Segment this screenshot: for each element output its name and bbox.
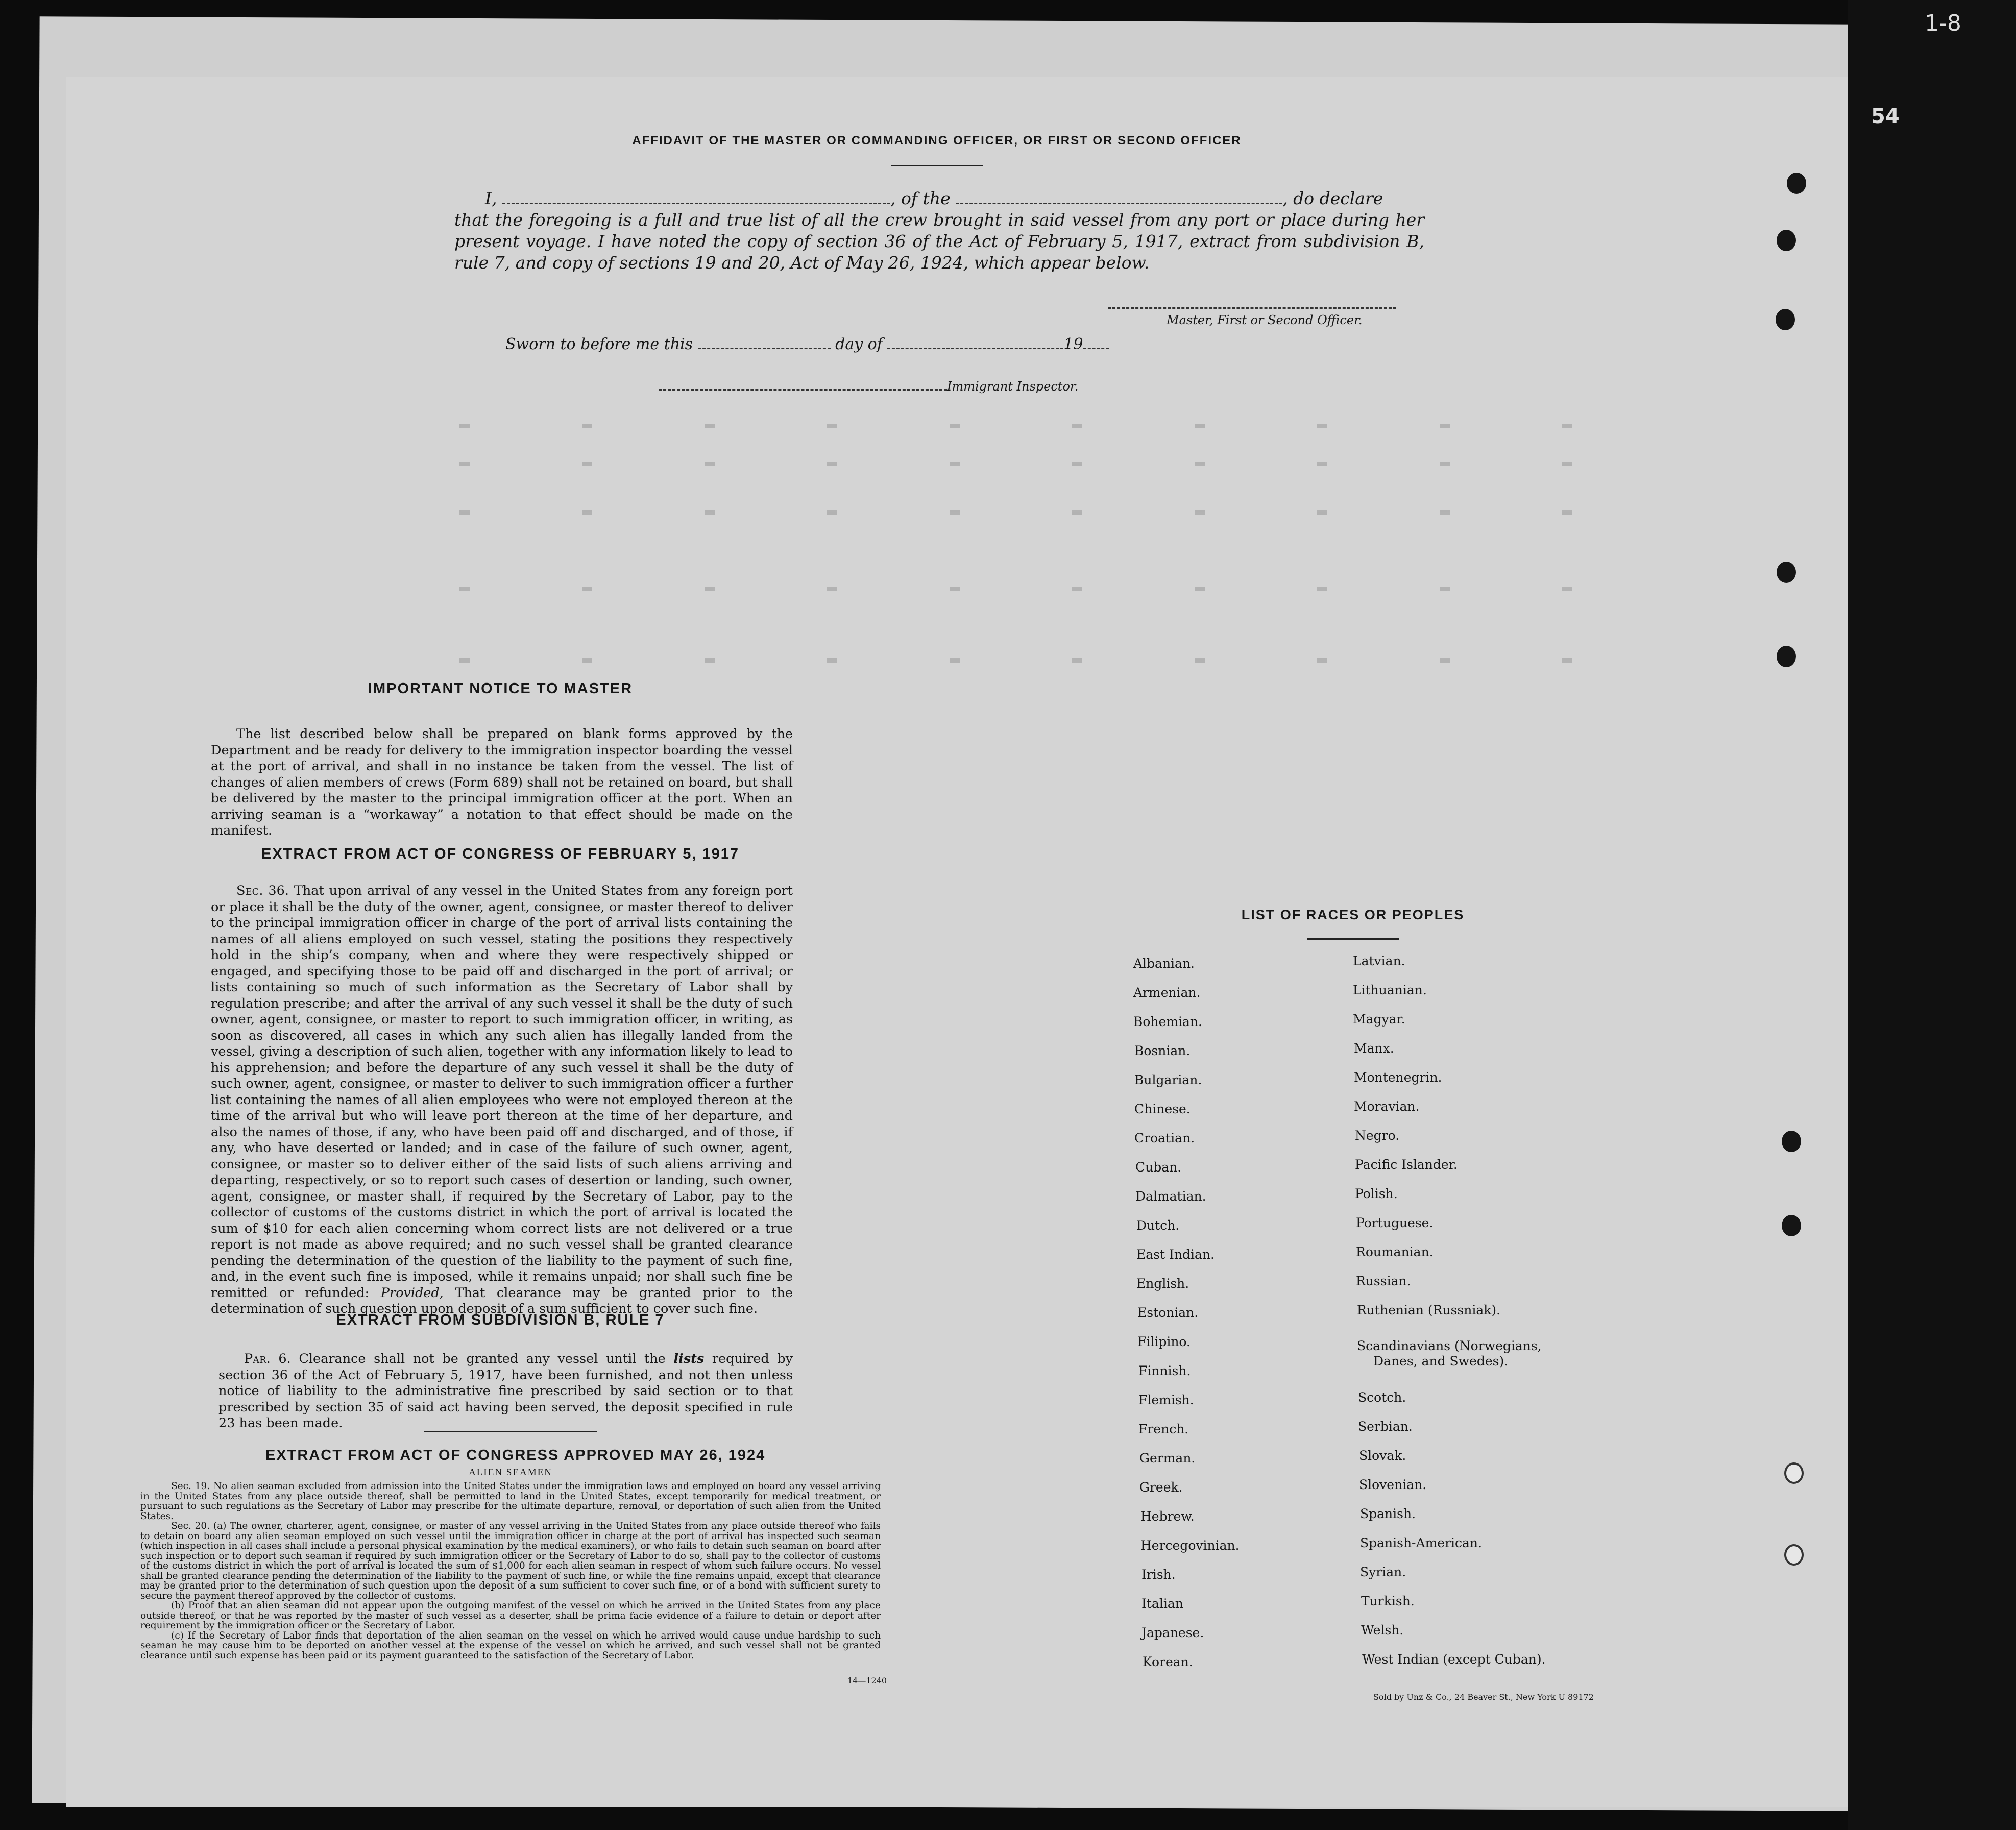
folio-number: 54 bbox=[1871, 105, 1900, 128]
extract-1924-body bbox=[140, 1481, 881, 1661]
race-left: French. bbox=[1138, 1422, 1189, 1436]
bleed-through-row bbox=[459, 510, 1685, 515]
sec20-label: Sec. 20. bbox=[171, 1521, 210, 1531]
race-right: Ruthenian (Russniak). bbox=[1357, 1303, 1501, 1317]
sworn-year-field[interactable] bbox=[1083, 334, 1109, 349]
race-left: Hercegovinian. bbox=[1140, 1538, 1240, 1553]
race-left: Armenian. bbox=[1133, 985, 1201, 1000]
provided-word: Provided, bbox=[380, 1285, 444, 1301]
race-right: Roumanian. bbox=[1356, 1245, 1434, 1259]
affidavit-title: AFFIDAVIT OF THE MASTER OR COMMANDING OFFICER, OR FIRST OR SECOND OFFICER bbox=[632, 134, 1242, 148]
race-right: Danes, and Swedes). bbox=[1373, 1354, 1509, 1369]
race-left: Albanian. bbox=[1133, 956, 1195, 971]
race-left: Bosnian. bbox=[1134, 1043, 1191, 1058]
race-left: Flemish. bbox=[1138, 1393, 1194, 1407]
race-right: Montenegrin. bbox=[1354, 1070, 1442, 1085]
bleed-through-row bbox=[459, 424, 1685, 428]
divider bbox=[891, 165, 983, 166]
alien-seamen-subtitle: ALIEN SEAMEN bbox=[469, 1467, 552, 1478]
scan-margin bbox=[1848, 0, 2016, 1830]
declarant-name-field[interactable] bbox=[502, 189, 890, 204]
notice-body: The list described below shall be prepared on blank forms approved by the Department and be ready for delivery to the immigration inspector boarding the vessel at the port of arrival, and shall in no instance be taken from the vessel. The list of changes of alien members of crews (Form 689) shall not be retained on board, but shall be delivered by the master to the principal immigration officer at the port. When an arriving seaman is a “workaway” a notation to that effect should be made on the manifest. bbox=[211, 726, 793, 838]
race-right: Scandinavians (Norwegians, bbox=[1357, 1338, 1542, 1353]
race-left: Irish. bbox=[1141, 1567, 1176, 1582]
printer-imprint: Sold by Unz & Co., 24 Beaver St., New York U 89172 bbox=[1373, 1692, 1594, 1702]
punch-hole bbox=[1777, 562, 1796, 583]
extract-rule7-title: EXTRACT FROM SUBDIVISION B, RULE 7 bbox=[336, 1312, 665, 1328]
race-left: Italian bbox=[1141, 1596, 1183, 1611]
race-left: Greek. bbox=[1139, 1480, 1183, 1495]
extract-1924-title: EXTRACT FROM ACT OF CONGRESS APPROVED MAY 26, 1924 bbox=[265, 1447, 766, 1463]
race-left: East Indian. bbox=[1136, 1247, 1215, 1262]
race-right: Negro. bbox=[1355, 1128, 1400, 1143]
punch-hole bbox=[1782, 1215, 1801, 1236]
do-declare-label: , do declare bbox=[1282, 188, 1383, 208]
punch-hole bbox=[1784, 1544, 1804, 1566]
rule7-text-a: Clearance shall not be granted any vessel until the bbox=[299, 1351, 666, 1367]
sworn-line bbox=[505, 334, 1109, 353]
race-left: Finnish. bbox=[1138, 1363, 1191, 1378]
race-right: Slovak. bbox=[1359, 1448, 1406, 1463]
lists-word: lists bbox=[673, 1351, 705, 1367]
bleed-through-row bbox=[459, 462, 1685, 466]
sec20b-text: (b) Proof that an alien seaman did not appear upon the outgoing manifest of the vessel on which he arrived in the United States from any place outside thereof, or that he was reported by the master of such vessel as a deserter, shall be prima facie evidence of a failure to detain or deport after requirement by the immigration officer or the Secretary of Labor. bbox=[140, 1600, 881, 1631]
race-right: Slovenian. bbox=[1359, 1477, 1427, 1492]
race-left: Bohemian. bbox=[1133, 1014, 1202, 1029]
races-title: LIST OF RACES OR PEOPLES bbox=[1241, 907, 1465, 922]
race-right: Manx. bbox=[1354, 1041, 1394, 1056]
sec20a-text: (a) The owner, charterer, agent, consignee, or master of any vessel arriving in the United States from any place outside thereof who fails to detain on board any alien seaman employed on such vessel until the immigration officer in charge at the port of arrival has inspected such seaman (which inspection in all cases shall include a personal physical examination by the medical examiners), or who fails to detain such seaman on board after such inspection or to deport such seaman if required by such immigration officer or the Secretary of Labor to do so, shall pay to the collector of customs of the customs district in which the port of arrival is located the sum of $1,000 for each alien seaman in respect of whom such failure occurs. No vessel shall be granted clearance pending the determination of the liability to the payment of such fine, or while the fine remains unpaid, except that clearance may be granted prior to the determination of such question upon the deposit of a sum sufficient to cover such fine, or of a bond with sufficient surety to secure the payment thereof approved by the collector of customs. bbox=[140, 1521, 881, 1601]
signature-label: Master, First or Second Officer. bbox=[1167, 313, 1363, 327]
race-right: Spanish-American. bbox=[1360, 1535, 1482, 1550]
race-right: Serbian. bbox=[1358, 1419, 1413, 1434]
punch-hole bbox=[1787, 173, 1806, 194]
sec19-text: No alien seaman excluded from admission into the United States under the immigration laws and employed on board any vessel arriving in the United States from any place outside thereof, shall be permitted to land in the United States, except temporarily for medical treatment, or pursuant to such regulations as the Secretary of Labor may prescribe for the ultimate departure, removal, or deportation of such alien from the United States. bbox=[140, 1481, 881, 1522]
race-left: Estonian. bbox=[1137, 1305, 1199, 1320]
inspector-signature-field[interactable] bbox=[659, 389, 947, 391]
bleed-through-row bbox=[459, 587, 1685, 591]
signature-field[interactable] bbox=[1108, 307, 1396, 309]
race-left: Korean. bbox=[1143, 1654, 1193, 1669]
race-right: Spanish. bbox=[1360, 1506, 1416, 1521]
race-left: Japanese. bbox=[1141, 1625, 1204, 1640]
sworn-label: Sworn to before me this bbox=[505, 335, 693, 353]
punch-hole bbox=[1777, 646, 1796, 667]
race-right: Portuguese. bbox=[1356, 1215, 1434, 1230]
race-right: Moravian. bbox=[1354, 1099, 1420, 1114]
extract-rule7-body bbox=[218, 1351, 793, 1432]
race-left: Bulgarian. bbox=[1134, 1072, 1202, 1087]
sec19-label: Sec. 19. bbox=[171, 1481, 210, 1492]
race-right: Russian. bbox=[1356, 1274, 1411, 1288]
punch-hole bbox=[1776, 309, 1795, 330]
inspector-label: Immigrant Inspector. bbox=[947, 379, 1079, 394]
race-left: Croatian. bbox=[1134, 1131, 1195, 1145]
race-left: Dalmatian. bbox=[1135, 1189, 1206, 1204]
sworn-day-field[interactable] bbox=[698, 334, 831, 349]
race-right: Latvian. bbox=[1353, 954, 1405, 968]
punch-hole bbox=[1784, 1462, 1804, 1484]
affidavit-body: that the foregoing is a full and true list of all the crew brought in said vessel from any port or place during her present voyage. I have noted the copy of section 36 of the Act of February 5, 1917, extract from subdivision B, rule 7, and copy of sections 19 and 20, Act of May 26, 1924, which appear below. bbox=[454, 210, 1424, 273]
year-prefix: 19 bbox=[1063, 335, 1083, 353]
race-right: West Indian (except Cuban). bbox=[1362, 1652, 1546, 1667]
race-right: Magyar. bbox=[1353, 1012, 1405, 1027]
declarant-label: I, bbox=[485, 188, 497, 208]
of-the-label: , of the bbox=[890, 188, 951, 208]
notice-title: IMPORTANT NOTICE TO MASTER bbox=[368, 680, 633, 697]
race-right: Polish. bbox=[1355, 1186, 1398, 1201]
affidavit-text bbox=[454, 188, 1424, 274]
extract-1917-title: EXTRACT FROM ACT OF CONGRESS OF FEBRUARY 5, 1917 bbox=[261, 846, 740, 862]
race-right: Syrian. bbox=[1360, 1565, 1406, 1579]
race-right: Turkish. bbox=[1361, 1594, 1415, 1608]
extract-1917-body bbox=[211, 883, 793, 1317]
section-36-label: Sec. 36. bbox=[236, 883, 289, 898]
form-number: 14—1240 bbox=[847, 1676, 887, 1686]
sworn-month-field[interactable] bbox=[887, 334, 1063, 349]
race-right: Welsh. bbox=[1361, 1623, 1404, 1638]
divider bbox=[1307, 938, 1399, 940]
race-left: English. bbox=[1136, 1276, 1189, 1291]
section-36-tail: That clearance may be granted prior to the determination of such question upon deposit of a sum sufficient to cover such fine. bbox=[211, 1285, 793, 1316]
punch-hole bbox=[1782, 1131, 1801, 1152]
corner-mark: 1-8 bbox=[1925, 10, 1961, 36]
race-right: Lithuanian. bbox=[1353, 983, 1427, 997]
race-left: Filipino. bbox=[1137, 1334, 1191, 1349]
bleed-through-row bbox=[459, 658, 1685, 663]
race-right: Scotch. bbox=[1358, 1390, 1406, 1405]
vessel-name-field[interactable] bbox=[956, 189, 1282, 204]
race-left: Chinese. bbox=[1134, 1102, 1191, 1116]
par-6-label: Par. 6. bbox=[244, 1351, 291, 1367]
race-left: Dutch. bbox=[1136, 1218, 1180, 1233]
race-left: German. bbox=[1139, 1451, 1196, 1466]
punch-hole bbox=[1777, 230, 1796, 251]
rule7-text-b: required by section 36 of the Act of February 5, 1917, have been furnished, and not then unless notice of liability to the administrative fine prescribed by said section or to that prescribed by section 35 of said act having been served, the deposit specified in rule 23 has been made. bbox=[218, 1351, 793, 1431]
race-right: Pacific Islander. bbox=[1355, 1157, 1458, 1172]
day-of-label: day of bbox=[835, 335, 883, 353]
race-left: Hebrew. bbox=[1140, 1509, 1195, 1524]
section-36-text: That upon arrival of any vessel in the United States from any foreign port or place it shall be the duty of the owner, agent, consignee, or master thereof to deliver to the principal immigration officer in charge of the port of arrival lists containing the names of all aliens employed on such vessel, stating the positions they respectively hold in the ship’s company, when and where they were respectively shipped or engaged, and specifying those to be paid off and discharged in the port of arrival; or lists containing so much of such information as the Secretary of Labor shall by regulation prescribe; and after the arrival of any such vessel it shall be the duty of such owner, agent, consignee, or master to report to such immigration officer, in writing, as soon as discovered, all cases in which any such alien has illegally landed from the vessel, giving a description of such alien, together with any information likely to lead to his apprehension; and before the departure of any such vessel it shall be the duty of such owner, agent, consignee, or master to deliver to such immigration officer a further list containing the names of all alien employees who were not employed thereon at the time of the arrival but who will leave port thereon at the time of her departure, and also the names of those, if any, who have been paid off and discharged, and of those, if any, who have deserted or landed; and in case of the failure of such owner, agent, consignee, or master so to deliver either of the said lists of such aliens arriving and departing, respectively, or so to report such cases of desertion or landing, such owner, agent, consignee, or master shall, if required by the Secretary of Labor, pay to the collector of customs of the customs district in which the port of arrival is located the sum of $10 for each alien concerning whom correct lists are not delivered or a true report is not made as above required; and no such vessel shall be granted clearance pending the determination of the question of the liability to the payment of such fine, and, in the event such fine is imposed, while it remains unpaid; nor shall such fine be remitted or refunded: bbox=[211, 883, 793, 1301]
race-left: Cuban. bbox=[1135, 1160, 1182, 1175]
divider bbox=[424, 1431, 597, 1432]
sec20c-text: (c) If the Secretary of Labor finds that deportation of the alien seaman on the vessel on which he arrived would cause undue hardship to such seaman he may cause him to be deported on another vessel at the expense of the vessel on which he arrived, and such vessel shall not be granted clearance until such expense has been paid or its payment guaranteed to the satisfaction of the Secretary of Labor. bbox=[140, 1630, 881, 1661]
